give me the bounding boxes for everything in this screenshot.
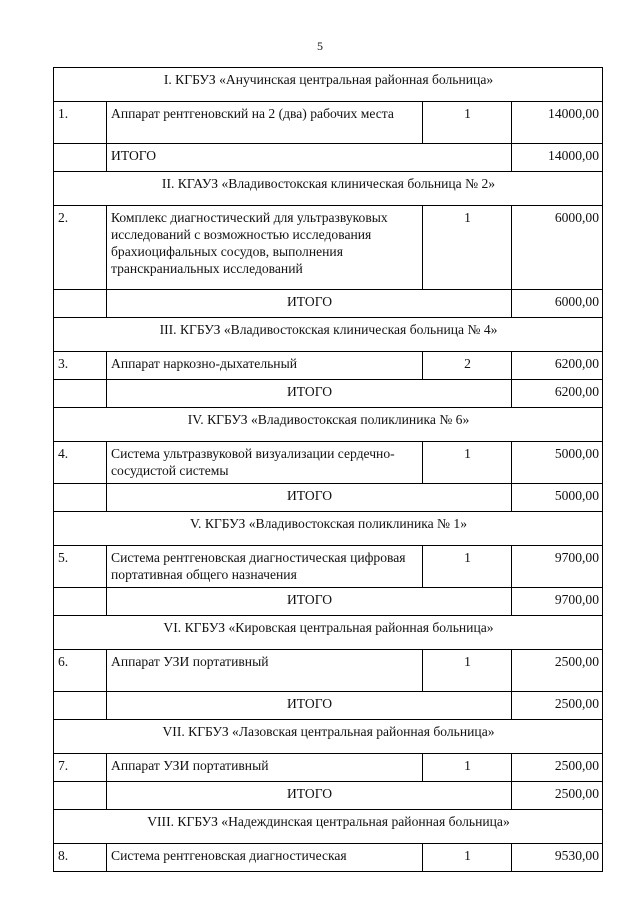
quantity: 1	[423, 102, 512, 144]
total-label: ИТОГО	[107, 144, 512, 172]
section-header-row	[54, 408, 603, 442]
total-row	[54, 144, 603, 172]
quantity: 2	[423, 352, 512, 380]
row-number: 7.	[54, 754, 107, 782]
total-empty-cell	[54, 692, 107, 720]
total-row	[54, 782, 603, 810]
table-row	[54, 754, 603, 782]
total-row	[54, 588, 603, 616]
table-row	[54, 102, 603, 144]
total-empty-cell	[54, 290, 107, 318]
total-empty-cell	[54, 144, 107, 172]
equipment-name: Аппарат УЗИ портативный	[107, 754, 423, 782]
section-title: I. КГБУЗ «Анучинская центральная районная больница»	[54, 68, 603, 102]
total-label: ИТОГО	[107, 692, 512, 720]
equipment-name: Комплекс диагностический для ультразвуковых исследований с возможностью исследования брахиоцифальных сосудов, выполнения транскраниальных исследований	[107, 206, 423, 290]
total-empty-cell	[54, 782, 107, 810]
amount: 2500,00	[512, 650, 603, 692]
equipment-name: Система ультразвуковой визуализации сердечно-сосудистой системы	[107, 442, 423, 484]
row-number: 6.	[54, 650, 107, 692]
section-header-row	[54, 810, 603, 844]
quantity: 1	[423, 844, 512, 872]
equipment-name: Аппарат УЗИ портативный	[107, 650, 423, 692]
total-label: ИТОГО	[107, 782, 512, 810]
section-title: II. КГАУЗ «Владивостокская клиническая больница № 2»	[54, 172, 603, 206]
section-title: VII. КГБУЗ «Лазовская центральная районная больница»	[54, 720, 603, 754]
section-title: V. КГБУЗ «Владивостокская поликлиника № 1»	[54, 512, 603, 546]
amount: 9530,00	[512, 844, 603, 872]
total-empty-cell	[54, 380, 107, 408]
total-amount: 6200,00	[512, 380, 603, 408]
total-empty-cell	[54, 484, 107, 512]
equipment-table	[53, 67, 603, 872]
section-title: IV. КГБУЗ «Владивостокская поликлиника № 6»	[54, 408, 603, 442]
amount: 6000,00	[512, 206, 603, 290]
quantity: 1	[423, 546, 512, 588]
total-label: ИТОГО	[107, 290, 512, 318]
total-row	[54, 290, 603, 318]
table-row	[54, 206, 603, 290]
total-amount: 9700,00	[512, 588, 603, 616]
section-header-row	[54, 616, 603, 650]
amount: 6200,00	[512, 352, 603, 380]
quantity: 1	[423, 754, 512, 782]
table-row	[54, 844, 603, 872]
section-header-row	[54, 720, 603, 754]
section-header-row	[54, 512, 603, 546]
total-label: ИТОГО	[107, 484, 512, 512]
table-row	[54, 442, 603, 484]
amount: 5000,00	[512, 442, 603, 484]
quantity: 1	[423, 206, 512, 290]
row-number: 4.	[54, 442, 107, 484]
row-number: 5.	[54, 546, 107, 588]
total-amount: 2500,00	[512, 692, 603, 720]
equipment-name: Аппарат наркозно-дыхательный	[107, 352, 423, 380]
total-amount: 2500,00	[512, 782, 603, 810]
total-label: ИТОГО	[107, 380, 512, 408]
section-title: III. КГБУЗ «Владивостокская клиническая больница № 4»	[54, 318, 603, 352]
row-number: 3.	[54, 352, 107, 380]
total-row	[54, 380, 603, 408]
total-row	[54, 484, 603, 512]
equipment-name: Система рентгеновская диагностическая цифровая портативная общего назначения	[107, 546, 423, 588]
section-header-row	[54, 318, 603, 352]
table-row	[54, 546, 603, 588]
row-number: 1.	[54, 102, 107, 144]
section-title: VIII. КГБУЗ «Надеждинская центральная районная больница»	[54, 810, 603, 844]
amount: 14000,00	[512, 102, 603, 144]
section-header-row	[54, 68, 603, 102]
total-amount: 14000,00	[512, 144, 603, 172]
quantity: 1	[423, 442, 512, 484]
section-title: VI. КГБУЗ «Кировская центральная районная больница»	[54, 616, 603, 650]
table-row	[54, 650, 603, 692]
equipment-table-body	[54, 68, 603, 872]
total-amount: 5000,00	[512, 484, 603, 512]
equipment-name: Система рентгеновская диагностическая	[107, 844, 423, 872]
section-header-row	[54, 172, 603, 206]
quantity: 1	[423, 650, 512, 692]
amount: 2500,00	[512, 754, 603, 782]
total-row	[54, 692, 603, 720]
row-number: 2.	[54, 206, 107, 290]
table-row	[54, 352, 603, 380]
page-number: 5	[317, 39, 323, 53]
amount: 9700,00	[512, 546, 603, 588]
equipment-name: Аппарат рентгеновский на 2 (два) рабочих места	[107, 102, 423, 144]
total-empty-cell	[54, 588, 107, 616]
total-amount: 6000,00	[512, 290, 603, 318]
row-number: 8.	[54, 844, 107, 872]
total-label: ИТОГО	[107, 588, 512, 616]
